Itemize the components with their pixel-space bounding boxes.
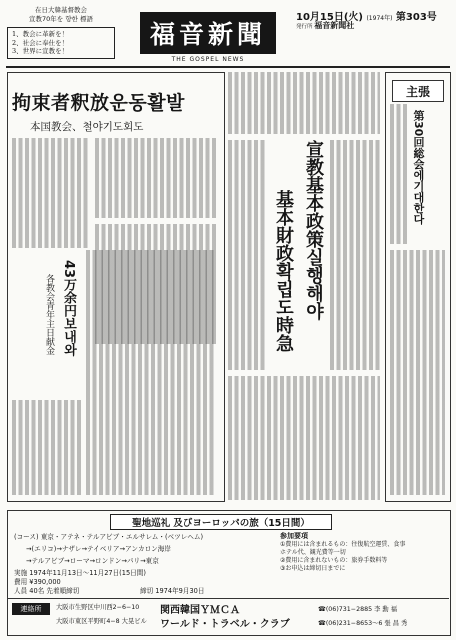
body-text-block (228, 140, 266, 370)
body-text-block (390, 250, 445, 495)
ad-requirements-heading: 参加要項 (280, 532, 308, 540)
org1-name: 関西韓国ＹＭＣＡ (160, 605, 240, 616)
ad-requirements (280, 532, 448, 573)
ad-divider (7, 598, 449, 599)
body-text-block (330, 140, 380, 370)
motto-top-2: 宣教70年を 향한 標語 (29, 15, 93, 23)
issue-year: (1974年) (366, 15, 393, 22)
ad-course-3: →テルアビブ→ローマ→ロンドン→パリ→東京 (26, 557, 159, 565)
ad-period: 実施 1974年11月13日〜11月27日(15日間) (14, 569, 146, 577)
sub-headline: 43万余円보내와 (61, 260, 76, 357)
contact-tag: 連絡所 (12, 603, 50, 615)
publisher-box (296, 22, 452, 31)
center-headline-1: 宣教基本政策실행해야 (303, 140, 324, 320)
body-text-block (86, 250, 216, 495)
ad-course: (コース) 東京・アテネ・テルアビブ・エルサレム・(ベツレヘム) (14, 533, 204, 541)
ad-requirement-line: ③お申込は締切日までに (280, 565, 346, 572)
main-headline: 拘束者釈放운동활발 (12, 92, 185, 114)
center-headline-2: 基本財政확립도時急 (273, 190, 294, 352)
ad-course-2: →(エリコ)→ナザレ→テイベリア→アンカロン海岸 (26, 545, 171, 553)
ad-fee: 費用 ¥390,000 (14, 578, 61, 586)
publisher-label: 発行所 (296, 24, 313, 30)
body-text-block (228, 72, 380, 134)
motto-item: 3、世界に宣教を！ (12, 47, 69, 55)
motto-item: 1、教会に革新を！ (12, 30, 69, 38)
motto-box (7, 6, 115, 58)
newspaper-title-en: THE GOSPEL NEWS (171, 56, 245, 63)
ad-requirement-line: ①費用には含まれるもの：往復航空運賃、食事 (280, 541, 406, 548)
newspaper-title: 福音新聞 (140, 12, 276, 54)
motto-top-1: 在日大韓基督教会 (35, 6, 87, 14)
editorial-label: 主張 (392, 80, 444, 102)
org2-phone: ☎(06)231−8653〜6 張 昌 秀 (318, 620, 408, 627)
publisher-name: 福音新聞社 (314, 21, 355, 30)
org2-name: ワールド・トラベル・クラブ (160, 619, 290, 630)
ad-title: 聖地巡礼 及びヨーロッパの旅（15日間） (110, 514, 332, 530)
org1-phone: ☎(06)731−2885 李 勳 福 (318, 606, 397, 613)
body-text-block (12, 400, 82, 495)
motto-item: 2、社会に奉仕を！ (12, 38, 69, 47)
body-text-block (228, 376, 380, 500)
org2-address: 大阪市東区平野町4−8 大晃ビル (56, 618, 147, 625)
issue-date: 10月15日(火) (296, 12, 363, 23)
motto-list (7, 27, 115, 59)
body-text-block (95, 138, 217, 218)
ad-deadline: 締切 1974年9月30日 (140, 587, 205, 595)
masthead-rule (6, 66, 450, 68)
sub-subhead: 各教会青年主日献金 (44, 274, 54, 355)
issue-number: 第303号 (395, 12, 437, 23)
ad-requirement-line: ホテル代、観光費等一切 (280, 549, 346, 556)
ad-capacity: 人員 40名 先着順締切 (14, 587, 80, 595)
ad-requirement-line: ②費用に含まれないもの：旅券手数料等 (280, 557, 388, 564)
main-subhead: 本国教会、철야기도회도 (30, 121, 144, 133)
body-text-block (390, 104, 408, 244)
body-text-block (12, 138, 90, 248)
editorial-title: 第30回総会에기대한다 (412, 110, 425, 225)
org1-address: 大阪市生野区中川西2−6−10 (56, 604, 140, 611)
